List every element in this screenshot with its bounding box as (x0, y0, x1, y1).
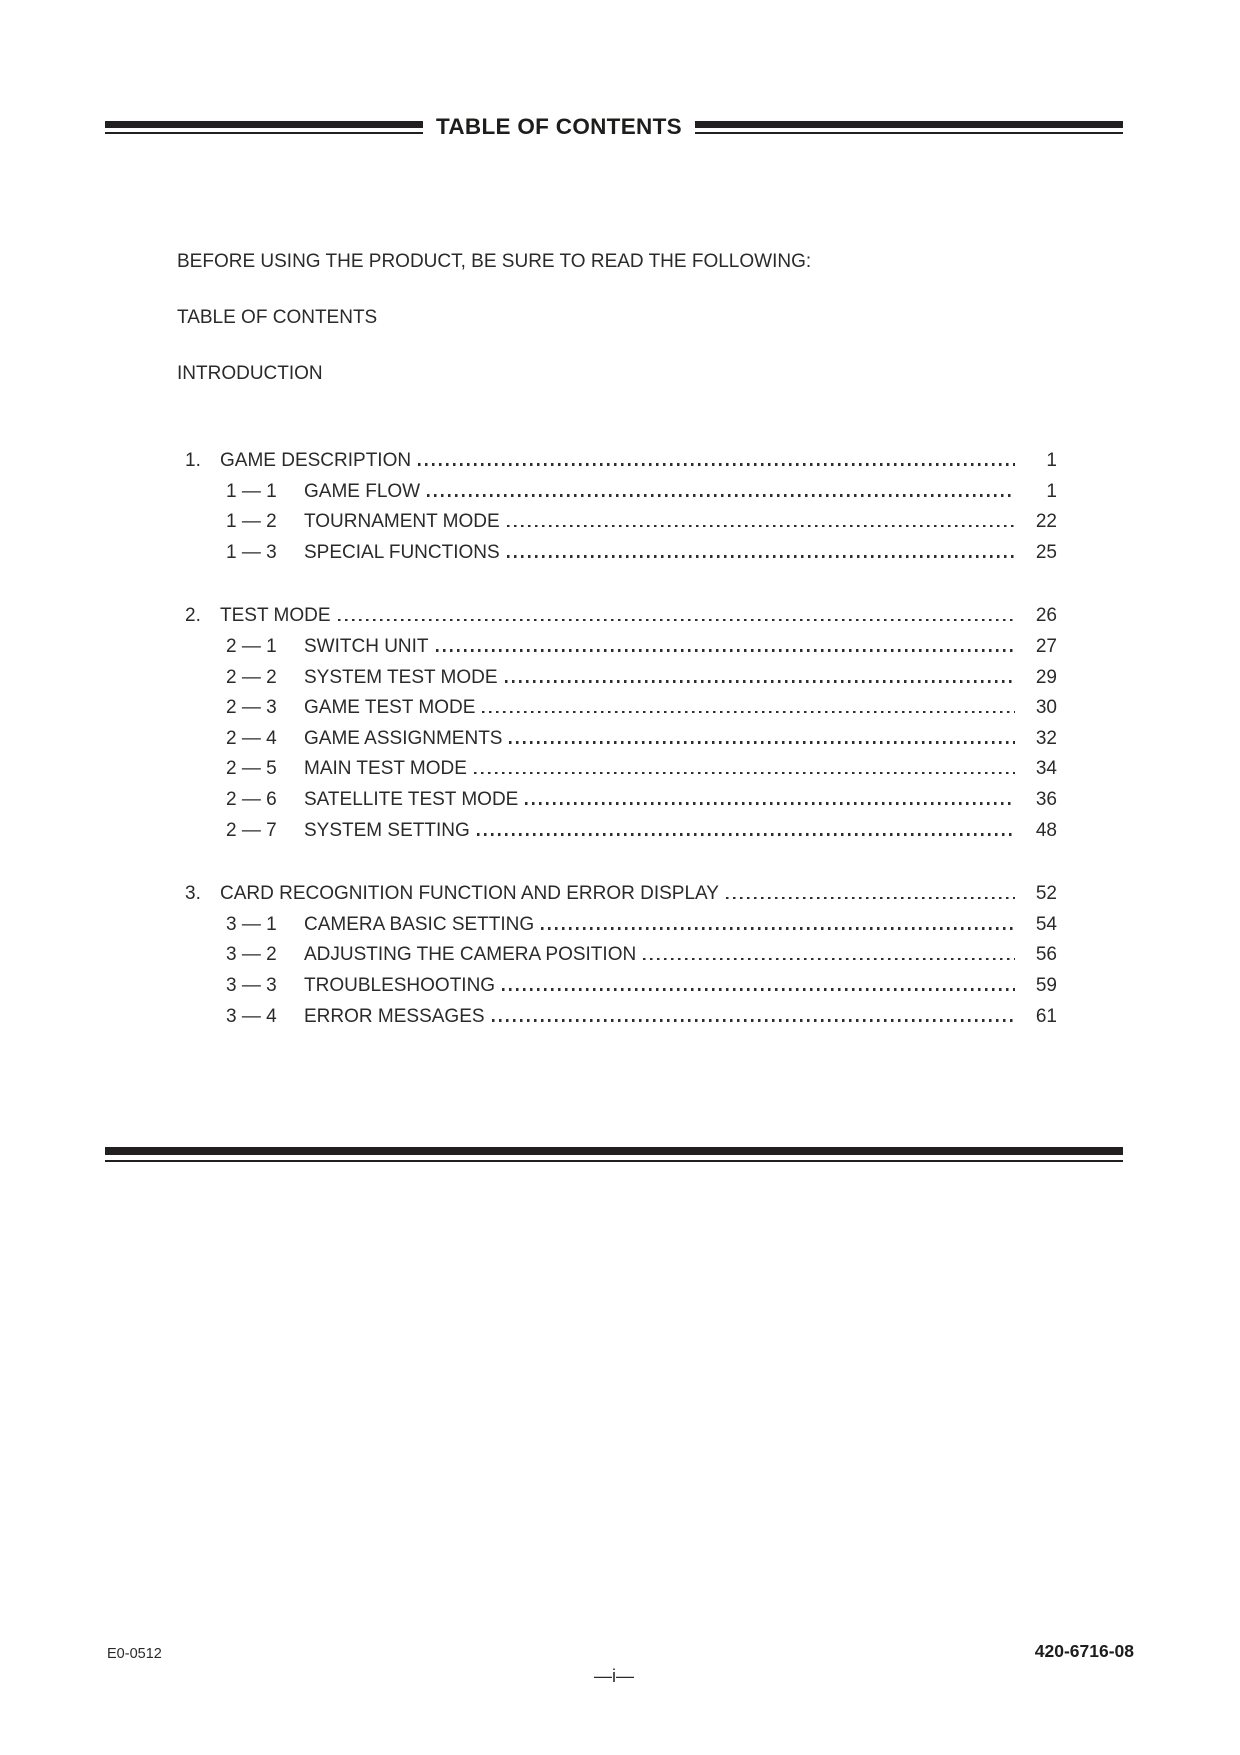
dot-leader (338, 619, 1016, 622)
dot-leader (726, 897, 1015, 900)
toc-entry-page: 25 (1035, 541, 1057, 563)
toc-entry-number: 3 — 1 (226, 913, 277, 935)
toc-entry-page: 22 (1035, 511, 1057, 533)
dot-leader (502, 988, 1015, 991)
toc-entry-number: 3 — 2 (226, 944, 277, 966)
toc-entry-title: GAME ASSIGNMENTS (304, 727, 503, 749)
toc-entry-number: 2 — 2 (226, 666, 277, 688)
dot-leader (643, 958, 1015, 961)
toc-entry-number: 2 — 6 (226, 788, 277, 810)
intro-notice: BEFORE USING THE PRODUCT, BE SURE TO READ THE FOLLOWING: (177, 251, 812, 272)
toc-entry-chapter (105, 446, 1123, 477)
intro-block (177, 252, 811, 383)
toc-entry-page: 48 (1035, 819, 1057, 841)
toc-entry-title: CARD RECOGNITION FUNCTION AND ERROR DISPLAY (220, 883, 719, 905)
toc-entry-title: SWITCH UNIT (304, 635, 429, 657)
toc-entry-title: GAME DESCRIPTION (220, 450, 412, 471)
toc-entry-section (105, 785, 1123, 816)
toc-entry-page: 1 (1046, 450, 1057, 471)
footer-doc-code: E0-0512 (107, 1646, 162, 1662)
dot-leader (418, 463, 1015, 466)
toc-entry-title: SYSTEM SETTING (304, 819, 470, 841)
toc-entry-section (105, 940, 1123, 971)
toc-entry-title: CAMERA BASIC SETTING (304, 913, 535, 935)
toc-entry-section (105, 1002, 1123, 1033)
toc-entry-title: ADJUSTING THE CAMERA POSITION (304, 944, 637, 966)
footer-part-number: 420-6716-08 (1034, 1641, 1134, 1661)
page-title: TABLE OF CONTENTS (436, 114, 682, 139)
toc-entry-number: 2. (185, 605, 201, 627)
header-rule-left (105, 121, 423, 134)
toc-entry-page: 59 (1035, 974, 1057, 996)
footer-page-number: —i— (594, 1666, 634, 1686)
toc-entry-page: 36 (1035, 788, 1057, 810)
toc-entry-title: SATELLITE TEST MODE (304, 788, 519, 810)
toc-entry-section (105, 507, 1123, 538)
dot-leader (477, 833, 1015, 836)
toc-entry-number: 2 — 4 (226, 727, 277, 749)
dot-leader (436, 649, 1015, 652)
toc-entry-section (105, 754, 1123, 785)
bottom-rule (105, 1147, 1123, 1162)
toc-entry-number: 2 — 5 (226, 758, 277, 780)
dot-leader (492, 1019, 1015, 1022)
toc-entry-title: TEST MODE (220, 605, 331, 627)
dot-leader (507, 525, 1015, 528)
toc-entry-number: 1. (185, 450, 201, 471)
toc-entry-number: 3 — 3 (226, 974, 277, 996)
toc-entry-page: 61 (1035, 1005, 1057, 1027)
toc-entry-section (105, 693, 1123, 724)
toc-entry-number: 3 — 4 (226, 1005, 277, 1027)
toc-entry-title: GAME TEST MODE (304, 697, 476, 719)
toc-entry-number: 3. (185, 883, 201, 905)
toc-entry-title: TROUBLESHOOTING (304, 974, 496, 996)
toc-entry-number: 1 — 2 (226, 511, 277, 533)
toc-entry-section (105, 910, 1123, 941)
toc-entry-title: MAIN TEST MODE (304, 758, 467, 780)
page-header (105, 114, 1123, 140)
toc-entry-title: ERROR MESSAGES (304, 1005, 485, 1027)
toc-entry-section (105, 538, 1123, 569)
dot-leader (509, 741, 1015, 744)
intro-toc-item: TABLE OF CONTENTS (177, 307, 378, 328)
toc-entry-page: 27 (1035, 635, 1057, 657)
toc-entry-page: 30 (1035, 697, 1057, 719)
toc-entry-number: 2 — 7 (226, 819, 277, 841)
dot-leader (482, 711, 1015, 714)
dot-leader (507, 555, 1015, 558)
toc-entry-page: 52 (1035, 883, 1057, 905)
toc-entry-section (105, 477, 1123, 508)
toc-entry-page: 26 (1035, 605, 1057, 627)
toc-entry-title: SPECIAL FUNCTIONS (304, 541, 500, 563)
toc-entry-chapter (105, 879, 1123, 910)
toc-list (105, 446, 1123, 1032)
toc-entry-number: 1 — 1 (226, 480, 277, 502)
header-rule-right (695, 121, 1123, 134)
toc-entry-title: TOURNAMENT MODE (304, 511, 500, 533)
toc-entry-section (105, 816, 1123, 847)
toc-entry-section (105, 632, 1123, 663)
toc-entry-section (105, 663, 1123, 694)
toc-entry-page: 34 (1035, 758, 1057, 780)
dot-leader (541, 927, 1015, 930)
dot-leader (427, 494, 1015, 497)
toc-entry-number: 2 — 1 (226, 635, 277, 657)
toc-entry-number: 1 — 3 (226, 541, 277, 563)
toc-entry-page: 1 (1046, 480, 1057, 502)
dot-leader (474, 772, 1015, 775)
toc-entry-chapter (105, 601, 1123, 632)
intro-introduction-item: INTRODUCTION (177, 363, 323, 384)
toc-entry-page: 56 (1035, 944, 1057, 966)
toc-entry-page: 29 (1035, 666, 1057, 688)
toc-entry-section (105, 724, 1123, 755)
toc-entry-section (105, 971, 1123, 1002)
dot-leader (525, 802, 1015, 805)
toc-entry-title: GAME FLOW (304, 480, 421, 502)
toc-entry-title: SYSTEM TEST MODE (304, 666, 498, 688)
toc-entry-number: 2 — 3 (226, 697, 277, 719)
dot-leader (505, 680, 1015, 683)
toc-entry-page: 54 (1035, 913, 1057, 935)
toc-entry-page: 32 (1035, 727, 1057, 749)
